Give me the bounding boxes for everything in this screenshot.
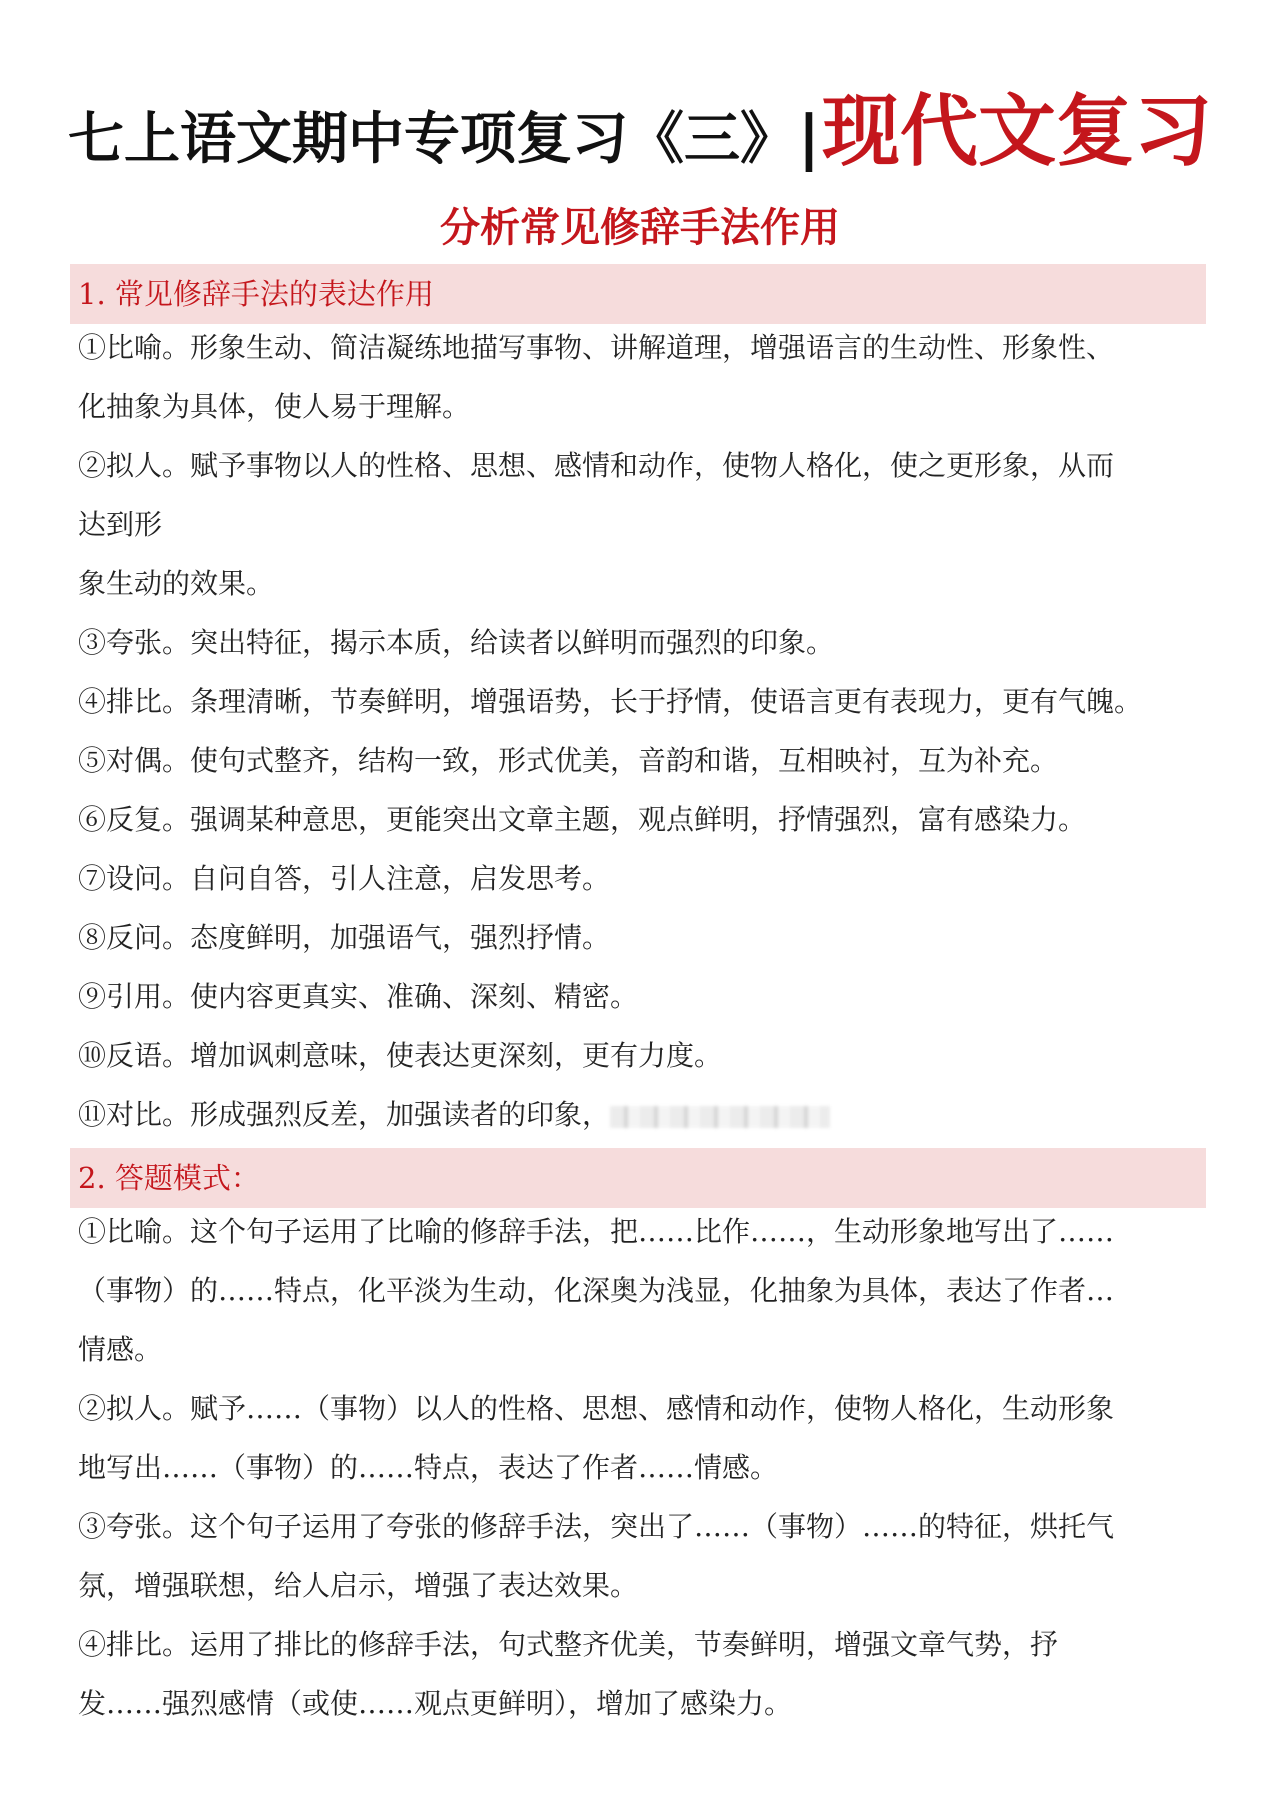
list-line: ②拟人。赋予……（事物）以人的性格、思想、感情和动作，使物人格化，生动形象 [78,1392,1115,1425]
section-heading-answer-patterns: 2. 答题模式： [70,1148,1206,1208]
list-line: ⑥反复。强调某种意思，更能突出文章主题，观点鲜明，抒情强烈，富有感染力。 [78,803,1087,836]
list-line: ⑨引用。使内容更真实、准确、深刻、精密。 [78,980,639,1013]
list-line: ⑧反问。态度鲜明，加强语气，强烈抒情。 [78,921,611,954]
list-line: 发……强烈感情（或使……观点更鲜明），增加了感染力。 [78,1687,793,1720]
blurred-text-region [610,1106,830,1128]
list-line: ①比喻。形象生动、简洁凝练地描写事物、讲解道理，增强语言的生动性、形象性、 [78,331,1115,364]
list-line: 象生动的效果。 [78,567,275,600]
list-line: ⑩反语。增加讽刺意味，使表达更深刻，更有力度。 [78,1039,723,1072]
section-heading-expression-effects: 1. 常见修辞手法的表达作用 [70,264,1206,324]
list-line: ④排比。运用了排比的修辞手法，句式整齐优美，节奏鲜明，增强文章气势，抒 [78,1628,1059,1661]
answer-patterns-list [78,1202,1208,1733]
list-line: ③夸张。这个句子运用了夸张的修辞手法，突出了……（事物）……的特征，烘托气 [78,1510,1115,1543]
list-line: 化抽象为具体，使人易于理解。 [78,390,471,423]
list-line: 氛，增强联想，给人启示，增强了表达效果。 [78,1569,639,1602]
title-accent: 现代文复习 [821,87,1212,177]
list-line: ③夸张。突出特征，揭示本质，给读者以鲜明而强烈的印象。 [78,626,835,659]
list-line-text: ⑪对比。形成强烈反差，加强读者的印象， [78,1098,611,1131]
list-line: ⑤对偶。使句式整齐，结构一致，形式优美，音韵和谐，互相映衬，互为补充。 [78,744,1059,777]
list-line: ②拟人。赋予事物以人的性格、思想、感情和动作，使物人格化，使之更形象，从而 [78,449,1115,482]
list-line: ⑦设问。自问自答，引人注意，启发思考。 [78,862,611,895]
title-separator: | [798,103,820,173]
list-line: 地写出……（事物）的……特点，表达了作者……情感。 [78,1451,779,1484]
list-line: （事物）的……特点，化平淡为生动，化深奥为浅显，化抽象为具体，表达了作者… [78,1274,1115,1307]
page-title [0,82,1280,203]
list-line: 达到形 [78,508,163,541]
page-subtitle: 分析常见修辞手法作用 [440,205,840,251]
list-line: ①比喻。这个句子运用了比喻的修辞手法，把……比作……，生动形象地写出了…… [78,1215,1115,1248]
list-line-contrast [78,1085,1208,1144]
list-line: ④排比。条理清晰，节奏鲜明，增强语势，长于抒情，使语言更有表现力，更有气魄。 [78,685,1143,718]
title-main: 七上语文期中专项复习《三》 [68,106,797,172]
list-line: 情感。 [78,1333,163,1366]
rhetoric-effects-list [78,318,1208,1144]
